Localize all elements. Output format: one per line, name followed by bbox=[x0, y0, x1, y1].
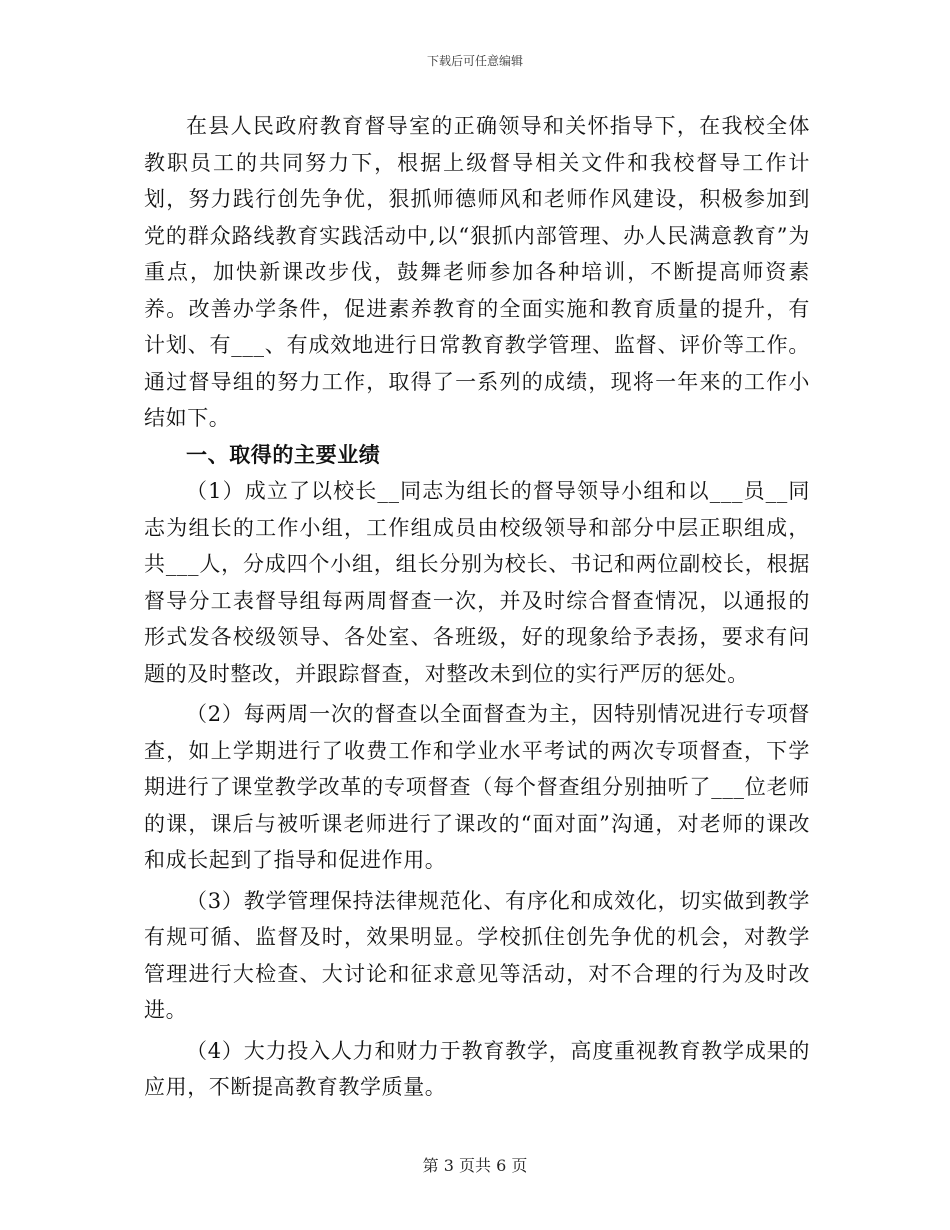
section-heading: 一、取得的主要业绩 bbox=[186, 441, 381, 467]
item-paragraph-4: （4）大力投入人力和财力于教育教学，高度重视教育教学成果的应用，不断提高教育教学质量。 bbox=[144, 1038, 810, 1099]
item-paragraph-3: （3）教学管理保持法律规范化、有序化和成效化，切实做到教学有规可循、监督及时，效果明显。学校抓住创先争优的机会，对教学管理进行大检查、大讨论和征求意见等活动，对不合理的行为及时改进。 bbox=[144, 888, 810, 1022]
page-footer: 第 3 页共 6 页 bbox=[422, 1156, 528, 1175]
page-header: 下载后可任意编辑 bbox=[426, 54, 523, 68]
document-body bbox=[144, 108, 810, 1106]
intro-paragraph: 在县人民政府教育督导室的正确领导和关怀指导下，在我校全体教职员工的共同努力下，根据上级督导相关文件和我校督导工作计划，努力践行创先争优，狠抓师德师风和老师作风建设，积极参加到党的群众路线教育实践活动中,以“狠抓内部管理、办人民满意教育”为重点，加快新课改步伐，鼓舞老师参加各种培训，不断提高师资素养。改善办学条件，促进素养教育的全面实施和教育质量的提升，有计划、有___、有成效地进行日常教育教学管理、监督、评价等工作。通过督导组的努力工作，取得了一系列的成绩，现将一年来的工作小结如下。 bbox=[144, 114, 810, 430]
item-paragraph-1: （1）成立了以校长__同志为组长的督导领导小组和以___员__同志为组长的工作小组，工作组成员由校级领导和部分中层正职组成，共___人，分成四个小组，组长分别为校长、书记和两位副校长，根据督导分工表督导组每两周督查一次，并及时综合督查情况，以通报的形式发各校级领导、各处室、各班级，好的现象给予表扬，要求有问题的及时整改，并跟踪督查，对整改未到位的实行严厉的惩处。 bbox=[144, 479, 810, 686]
item-paragraph-2: （2）每两周一次的督查以全面督查为主，因特别情况进行专项督查，如上学期进行了收费工作和学业水平考试的两次专项督查，下学期进行了课堂教学改革的专项督查（每个督查组分别抽听了___位老师的课，课后与被听课老师进行了课改的“面对面”沟通，对老师的课改和成长起到了指导和促进作用。 bbox=[144, 702, 810, 872]
